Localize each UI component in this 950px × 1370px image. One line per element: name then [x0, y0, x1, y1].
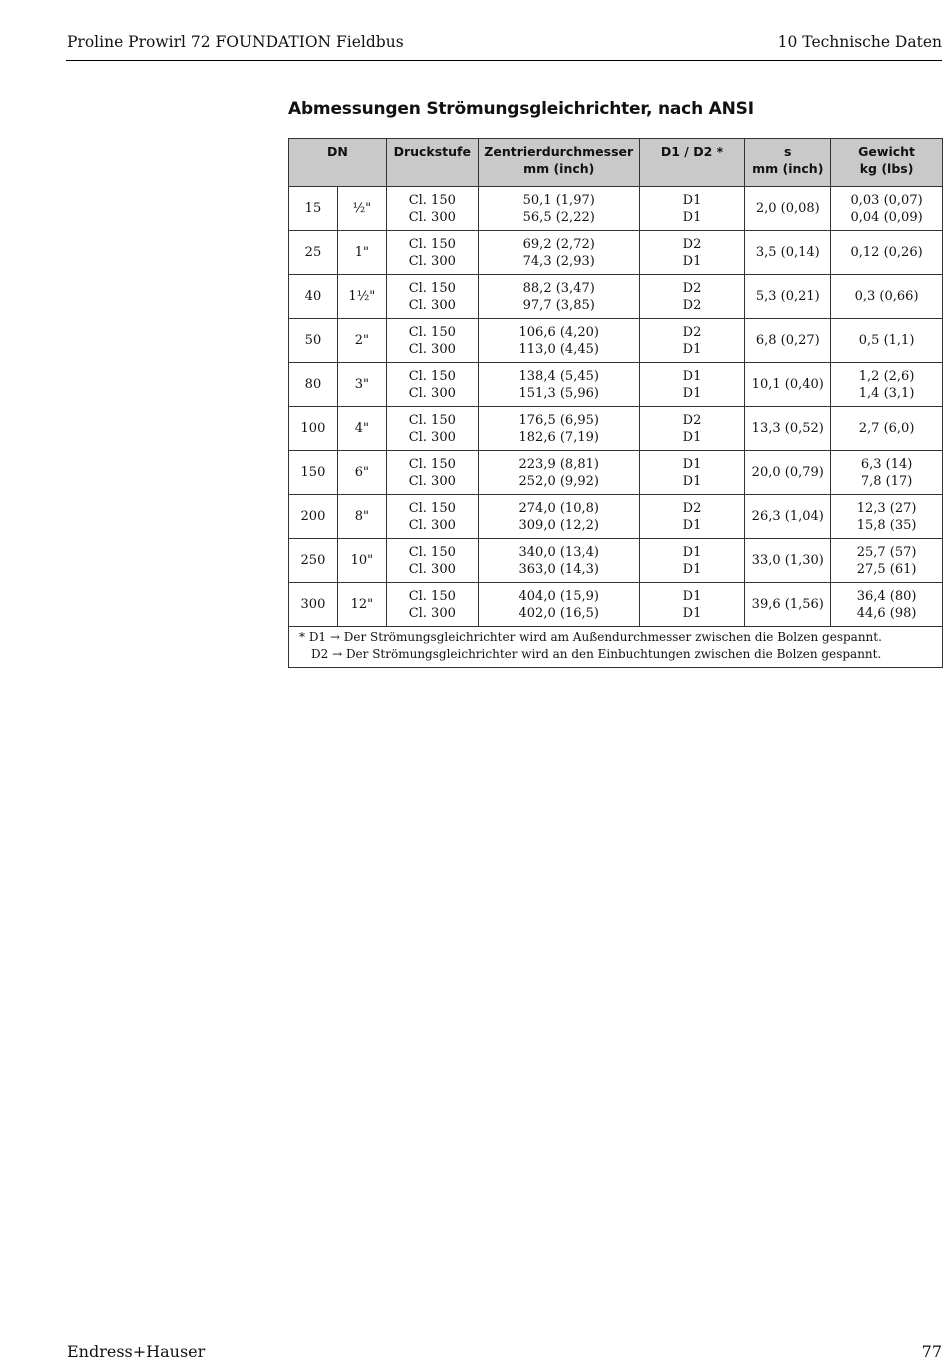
cell-druckstufe-line: Cl. 300 [408, 561, 456, 577]
cell-s: 3,5 (0,14) [745, 231, 831, 275]
cell-druckstufe [386, 319, 478, 363]
cell-d1-d2-line: D1 [682, 456, 702, 472]
cell-dn: 80 [289, 363, 338, 407]
header-document-title: Proline Prowirl 72 FOUNDATION Fieldbus [67, 33, 404, 51]
cell-gewicht-line: 6,3 (14) [860, 456, 913, 472]
cell-d1-d2 [639, 495, 745, 539]
cell-d1-d2-line: D1 [682, 544, 702, 560]
cell-s: 10,1 (0,40) [745, 363, 831, 407]
cell-zentrierdurchmesser-line: 74,3 (2,93) [522, 253, 595, 269]
header-gewicht: Gewicht kg (lbs) [831, 139, 943, 187]
cell-d1-d2-line: D2 [682, 500, 702, 516]
cell-inch: 8" [337, 495, 386, 539]
cell-gewicht [831, 231, 943, 275]
cell-d1-d2-line: D2 [682, 236, 702, 252]
cell-gewicht [831, 187, 943, 231]
cell-zentrierdurchmesser-line: 88,2 (3,47) [522, 280, 595, 296]
cell-druckstufe-line: Cl. 150 [408, 456, 456, 472]
cell-inch: 6" [337, 451, 386, 495]
cell-d1-d2-line: D1 [682, 517, 702, 533]
footnote [289, 627, 943, 668]
footer-company: Endress+Hauser [67, 1342, 206, 1361]
cell-inch: 3" [337, 363, 386, 407]
cell-zentrierdurchmesser-line: 176,5 (6,95) [518, 412, 599, 428]
cell-gewicht-line: 15,8 (35) [856, 517, 917, 533]
cell-zentrierdurchmesser-line: 151,3 (5,96) [518, 385, 599, 401]
cell-d1-d2-line: D1 [682, 209, 702, 225]
cell-zentrierdurchmesser-line: 309,0 (12,2) [518, 517, 599, 533]
cell-druckstufe-line: Cl. 300 [408, 517, 456, 533]
cell-zentrierdurchmesser-line: 50,1 (1,97) [522, 192, 595, 208]
header-s: s mm (inch) [745, 139, 831, 187]
section-title: Abmessungen Strömungsgleichrichter, nach ANSI [288, 99, 754, 119]
cell-gewicht [831, 539, 943, 583]
cell-druckstufe-line: Cl. 150 [408, 280, 456, 296]
cell-gewicht [831, 583, 943, 627]
cell-d1-d2-line: D1 [682, 561, 702, 577]
cell-dn: 25 [289, 231, 338, 275]
cell-inch: 4" [337, 407, 386, 451]
cell-druckstufe-line: Cl. 150 [408, 236, 456, 252]
table-row [289, 319, 943, 363]
cell-zentrierdurchmesser [478, 539, 639, 583]
cell-gewicht-line: 2,7 (6,0) [858, 421, 915, 436]
cell-d1-d2-line: D1 [682, 429, 702, 445]
cell-d1-d2 [639, 363, 745, 407]
cell-inch: ½" [337, 187, 386, 231]
cell-druckstufe-line: Cl. 300 [408, 605, 456, 621]
cell-inch: 1" [337, 231, 386, 275]
cell-zentrierdurchmesser [478, 319, 639, 363]
cell-s: 5,3 (0,21) [745, 275, 831, 319]
cell-zentrierdurchmesser-line: 340,0 (13,4) [518, 544, 599, 560]
cell-d1-d2-line: D1 [682, 253, 702, 269]
cell-gewicht [831, 451, 943, 495]
cell-d1-d2-line: D1 [682, 192, 702, 208]
cell-d1-d2 [639, 187, 745, 231]
cell-druckstufe-line: Cl. 150 [408, 588, 456, 604]
cell-druckstufe [386, 495, 478, 539]
cell-d1-d2 [639, 275, 745, 319]
cell-inch: 2" [337, 319, 386, 363]
cell-druckstufe [386, 231, 478, 275]
cell-druckstufe [386, 451, 478, 495]
cell-druckstufe [386, 539, 478, 583]
cell-zentrierdurchmesser [478, 275, 639, 319]
header-zentrierdurchmesser: Zentrierdurchmesser mm (inch) [478, 139, 639, 187]
cell-zentrierdurchmesser-line: 252,0 (9,92) [518, 473, 599, 489]
cell-s: 2,0 (0,08) [745, 187, 831, 231]
cell-d1-d2 [639, 451, 745, 495]
cell-d1-d2 [639, 231, 745, 275]
cell-gewicht [831, 319, 943, 363]
cell-dn: 200 [289, 495, 338, 539]
cell-zentrierdurchmesser-line: 402,0 (16,5) [518, 605, 599, 621]
cell-d1-d2 [639, 407, 745, 451]
cell-d1-d2-line: D2 [682, 280, 702, 296]
table-row [289, 539, 943, 583]
cell-dn: 150 [289, 451, 338, 495]
cell-zentrierdurchmesser [478, 407, 639, 451]
header-d1-d2: D1 / D2 * [639, 139, 745, 187]
cell-zentrierdurchmesser-line: 69,2 (2,72) [522, 236, 595, 252]
cell-gewicht [831, 495, 943, 539]
cell-gewicht-line: 1,4 (3,1) [858, 385, 915, 401]
cell-d1-d2-line: D2 [682, 324, 702, 340]
table-row [289, 583, 943, 627]
cell-inch: 10" [337, 539, 386, 583]
cell-druckstufe-line: Cl. 300 [408, 253, 456, 269]
cell-d1-d2 [639, 583, 745, 627]
cell-dn: 50 [289, 319, 338, 363]
cell-druckstufe-line: Cl. 300 [408, 429, 456, 445]
cell-zentrierdurchmesser [478, 583, 639, 627]
footnote-d2: D2 → Der Strömungsgleichrichter wird an den Einbuchtungen zwischen die Bolzen gespannt. [311, 647, 882, 661]
cell-dn: 15 [289, 187, 338, 231]
cell-d1-d2-line: D1 [682, 385, 702, 401]
cell-s: 26,3 (1,04) [745, 495, 831, 539]
cell-zentrierdurchmesser-line: 138,4 (5,45) [518, 368, 599, 384]
cell-zentrierdurchmesser [478, 451, 639, 495]
cell-s: 33,0 (1,30) [745, 539, 831, 583]
cell-druckstufe-line: Cl. 300 [408, 341, 456, 357]
cell-d1-d2-line: D1 [682, 368, 702, 384]
cell-druckstufe-line: Cl. 300 [408, 473, 456, 489]
table-row [289, 187, 943, 231]
cell-gewicht [831, 275, 943, 319]
cell-gewicht-line: 12,3 (27) [856, 500, 917, 516]
cell-gewicht-line: 0,12 (0,26) [850, 245, 923, 260]
page-number: 77 [921, 1342, 942, 1361]
cell-d1-d2-line: D1 [682, 341, 702, 357]
cell-d1-d2-line: D1 [682, 605, 702, 621]
table-row [289, 363, 943, 407]
table-body [289, 187, 943, 627]
cell-gewicht-line: 36,4 (80) [856, 588, 917, 604]
table-header-row [289, 139, 943, 187]
header-druckstufe: Druckstufe [386, 139, 478, 187]
footnote-row [289, 627, 943, 668]
cell-zentrierdurchmesser [478, 231, 639, 275]
cell-d1-d2-line: D2 [682, 297, 702, 313]
header-chapter-title: 10 Technische Daten [777, 33, 942, 51]
cell-druckstufe [386, 363, 478, 407]
cell-druckstufe [386, 407, 478, 451]
cell-zentrierdurchmesser-line: 274,0 (10,8) [518, 500, 599, 516]
cell-inch: 1½" [337, 275, 386, 319]
cell-zentrierdurchmesser-line: 97,7 (3,85) [522, 297, 595, 313]
cell-gewicht-line: 0,3 (0,66) [854, 289, 919, 304]
cell-zentrierdurchmesser [478, 495, 639, 539]
cell-gewicht-line: 0,03 (0,07) [850, 192, 923, 208]
cell-gewicht [831, 407, 943, 451]
cell-druckstufe-line: Cl. 150 [408, 368, 456, 384]
cell-zentrierdurchmesser-line: 106,6 (4,20) [518, 324, 599, 340]
cell-inch: 12" [337, 583, 386, 627]
cell-druckstufe-line: Cl. 150 [408, 544, 456, 560]
cell-d1-d2-line: D2 [682, 412, 702, 428]
cell-s: 13,3 (0,52) [745, 407, 831, 451]
cell-d1-d2 [639, 539, 745, 583]
cell-druckstufe [386, 583, 478, 627]
cell-gewicht-line: 7,8 (17) [860, 473, 913, 489]
cell-dn: 100 [289, 407, 338, 451]
cell-zentrierdurchmesser-line: 404,0 (15,9) [518, 588, 599, 604]
cell-s: 39,6 (1,56) [745, 583, 831, 627]
table-row [289, 495, 943, 539]
cell-d1-d2 [639, 319, 745, 363]
cell-zentrierdurchmesser-line: 56,5 (2,22) [522, 209, 595, 225]
dimensions-table [288, 138, 943, 668]
cell-gewicht [831, 363, 943, 407]
header-dn: DN [289, 139, 387, 187]
cell-druckstufe-line: Cl. 150 [408, 324, 456, 340]
cell-zentrierdurchmesser-line: 113,0 (4,45) [518, 341, 599, 357]
cell-s: 6,8 (0,27) [745, 319, 831, 363]
header-rule [66, 60, 942, 61]
table-row [289, 231, 943, 275]
cell-dn: 300 [289, 583, 338, 627]
cell-gewicht-line: 25,7 (57) [856, 544, 917, 560]
cell-gewicht-line: 44,6 (98) [856, 605, 917, 621]
cell-s: 20,0 (0,79) [745, 451, 831, 495]
cell-zentrierdurchmesser [478, 363, 639, 407]
cell-druckstufe-line: Cl. 150 [408, 412, 456, 428]
cell-dn: 40 [289, 275, 338, 319]
cell-druckstufe-line: Cl. 300 [408, 385, 456, 401]
cell-gewicht-line: 27,5 (61) [856, 561, 917, 577]
cell-druckstufe [386, 187, 478, 231]
cell-gewicht-line: 0,04 (0,09) [850, 209, 923, 225]
table-row [289, 407, 943, 451]
cell-d1-d2-line: D1 [682, 473, 702, 489]
cell-d1-d2-line: D1 [682, 588, 702, 604]
table-row [289, 275, 943, 319]
cell-zentrierdurchmesser-line: 182,6 (7,19) [518, 429, 599, 445]
table-row [289, 451, 943, 495]
cell-druckstufe-line: Cl. 150 [408, 192, 456, 208]
cell-druckstufe-line: Cl. 300 [408, 297, 456, 313]
cell-druckstufe-line: Cl. 300 [408, 209, 456, 225]
cell-gewicht-line: 0,5 (1,1) [858, 333, 915, 348]
cell-zentrierdurchmesser-line: 363,0 (14,3) [518, 561, 599, 577]
cell-dn: 250 [289, 539, 338, 583]
cell-zentrierdurchmesser [478, 187, 639, 231]
cell-druckstufe [386, 275, 478, 319]
cell-gewicht-line: 1,2 (2,6) [858, 368, 915, 384]
cell-druckstufe-line: Cl. 150 [408, 500, 456, 516]
cell-zentrierdurchmesser-line: 223,9 (8,81) [518, 456, 599, 472]
footnote-d1: * D1 → Der Strömungsgleichrichter wird am Außendurchmesser zwischen die Bolzen gespannt. [299, 630, 882, 644]
